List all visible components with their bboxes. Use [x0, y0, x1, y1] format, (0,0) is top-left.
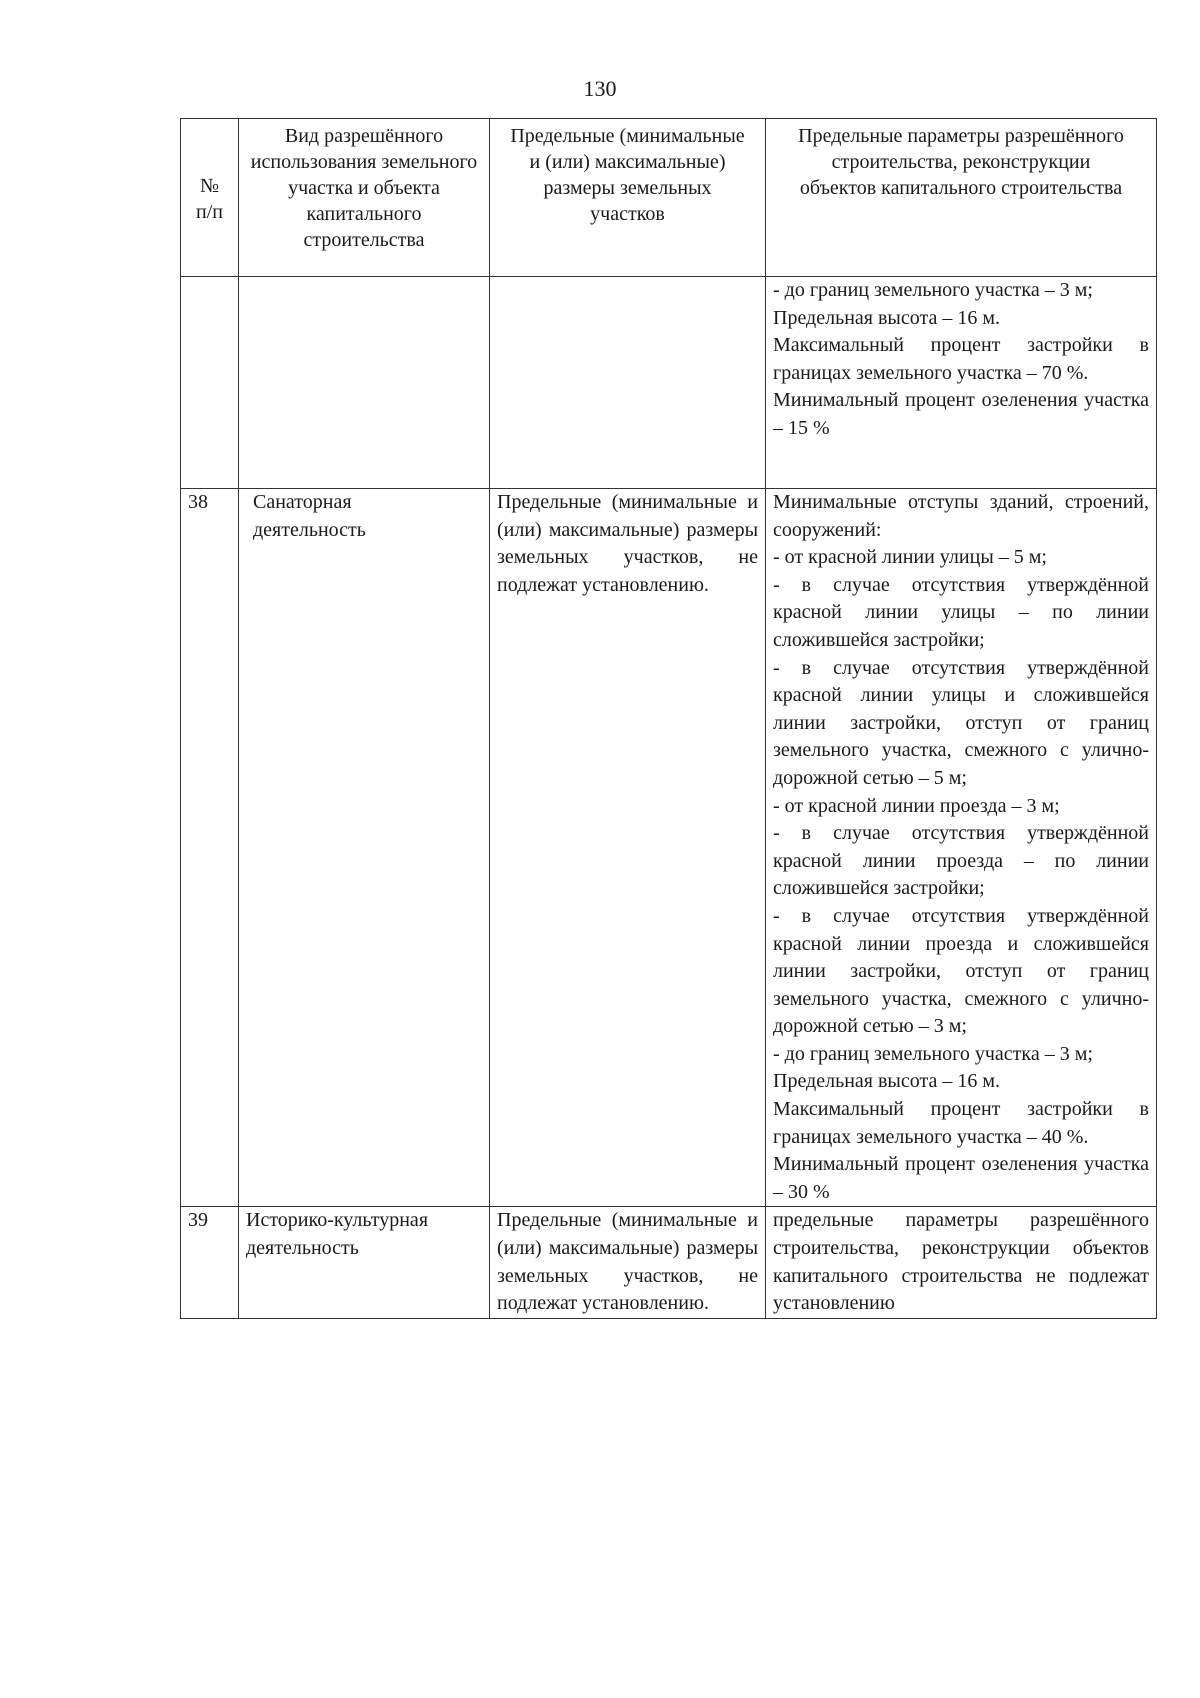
page-number: 130 [583, 76, 617, 101]
header-build-params: Предельные параметры разрешённого строительства, реконструкции объектов капитального строительства [766, 119, 1157, 277]
row-39-number: 39 [181, 1207, 239, 1318]
table-row [181, 277, 1157, 489]
param-line: Предельная высота – 16 м. [773, 1070, 1001, 1093]
table-header-row [181, 119, 1157, 277]
row-38-size: Предельные (минимальные и (или) максимальные) размеры земельных участков, не подлежат установлению. [490, 489, 766, 1207]
header-use-type: Вид разрешённого использования земельного участка и объекта капитального строительства [239, 119, 490, 277]
param-line: Минимальный процент озеленения участка – 30 % [773, 1153, 1149, 1203]
param-line: - от красной линии улицы – 5 м; [773, 546, 1047, 569]
regulations-table [180, 118, 1157, 1319]
param-line: Минимальные отступы зданий, строений, сооружений: [773, 491, 1149, 541]
param-line: - до границ земельного участка – 3 м; [773, 1042, 1093, 1065]
row-38-number: 38 [181, 489, 239, 1207]
continuation-use [239, 277, 490, 489]
header-number: № п/п [181, 119, 239, 277]
row-39-params: предельные параметры разрешённого строительства, реконструкции объектов капитального строительства не подлежат установлению [766, 1207, 1157, 1318]
param-line: Максимальный процент застройки в границах земельного участка – 40 %. [773, 1098, 1149, 1148]
param-line: - в случае отсутствия утверждённой красной линии улицы – по линии сложившейся застройки; [773, 573, 1149, 651]
param-line: Максимальный процент застройки в границах земельного участка – 70 %. [773, 334, 1149, 384]
param-line: Предельная высота – 16 м. [773, 306, 1001, 329]
continuation-size [490, 277, 766, 489]
row-38-params [766, 489, 1157, 1207]
header-plot-size: Предельные (минимальные и (или) максимальные) размеры земельных участков [490, 119, 766, 277]
row-39-use: Историко-культурная деятельность [239, 1207, 490, 1318]
row-38-use: Санаторная деятельность [239, 489, 490, 1207]
table-row [181, 489, 1157, 1207]
param-line: Минимальный процент озеленения участка – 15 % [773, 389, 1149, 439]
param-line: - до границ земельного участка – 3 м; [773, 279, 1093, 301]
param-line: - в случае отсутствия утверждённой красной линии улицы и сложившейся линии застройки, отступ от границ земельного участка, смежного с улично-дорожной сетью – 5 м; [773, 656, 1149, 789]
row-39-size: Предельные (минимальные и (или) максимальные) размеры земельных участков, не подлежат установлению. [490, 1207, 766, 1318]
param-line: - в случае отсутствия утверждённой красной линии проезда – по линии сложившейся застройки; [773, 822, 1149, 900]
table-row [181, 1207, 1157, 1318]
param-line: - от красной линии проезда – 3 м; [773, 794, 1060, 817]
continuation-num [181, 277, 239, 489]
param-line: - в случае отсутствия утверждённой красной линии проезда и сложившейся линии застройки, отступ от границ земельного участка, смежного с улично-дорожной сетью – 3 м; [773, 904, 1149, 1038]
continuation-params [766, 277, 1157, 489]
